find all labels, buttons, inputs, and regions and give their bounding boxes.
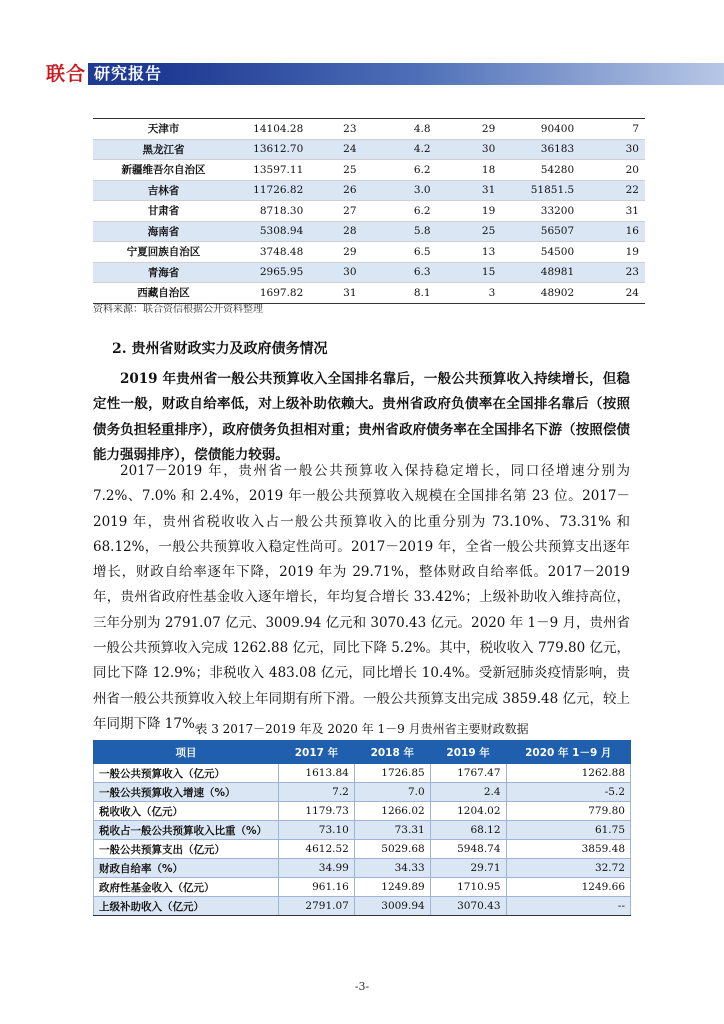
table-cell: 36183 [501, 139, 580, 160]
table-cell: 19 [437, 201, 502, 222]
column-header: 2018 年 [354, 741, 430, 764]
table-cell: 961.16 [279, 878, 355, 897]
table-cell: 1767.47 [430, 764, 506, 783]
table-cell: 11726.82 [234, 180, 309, 201]
column-header: 2017 年 [279, 741, 355, 764]
table-cell: 51851.5 [501, 180, 580, 201]
table-cell: 33200 [501, 201, 580, 222]
province-name: 青海省 [93, 262, 234, 283]
table-cell: 13612.70 [234, 139, 309, 160]
row-label: 财政自给率（%） [94, 859, 279, 878]
table-cell: 29 [437, 119, 502, 140]
table-cell: 24 [309, 139, 362, 160]
table-cell: 5308.94 [234, 221, 309, 242]
table-cell: 5.8 [363, 221, 437, 242]
table-cell: 6.3 [363, 262, 437, 283]
table-row [93, 180, 645, 201]
table-cell: 3748.48 [234, 242, 309, 263]
header-gradient-bar [166, 63, 724, 85]
fiscal-data-table [93, 740, 631, 916]
table-cell: 2965.95 [234, 262, 309, 283]
table-cell: 6.5 [363, 242, 437, 263]
table-row [93, 201, 645, 222]
table-cell: 4612.52 [279, 840, 355, 859]
table-cell: 54500 [501, 242, 580, 263]
province-name: 甘肃省 [93, 201, 234, 222]
table-cell: 90400 [501, 119, 580, 140]
table-row [94, 878, 631, 897]
table-cell: 24 [580, 283, 645, 304]
table-cell: 29 [309, 242, 362, 263]
table-cell: 61.75 [506, 821, 630, 840]
table-row [93, 221, 645, 242]
table-row [94, 783, 631, 802]
table-cell: 56507 [501, 221, 580, 242]
table-cell: 1249.66 [506, 878, 630, 897]
row-label: 政府性基金收入（亿元） [94, 878, 279, 897]
table-row [94, 764, 631, 783]
table-cell: 8718.30 [234, 201, 309, 222]
row-label: 一般公共预算收入增速（%） [94, 783, 279, 802]
table-cell: 1249.89 [354, 878, 430, 897]
table-cell: 1204.02 [430, 802, 506, 821]
table-cell: 1710.95 [430, 878, 506, 897]
table-cell: 6.2 [363, 201, 437, 222]
table-cell: 31 [309, 283, 362, 304]
province-ranking-table [93, 118, 645, 304]
table-cell: 73.10 [279, 821, 355, 840]
table-cell: 1613.84 [279, 764, 355, 783]
table-cell: 2.4 [430, 783, 506, 802]
table-cell: 28 [309, 221, 362, 242]
table-cell: 25 [437, 221, 502, 242]
table-cell: -- [506, 897, 630, 916]
table-cell: 22 [580, 180, 645, 201]
table-row [94, 897, 631, 916]
table-cell: 73.31 [354, 821, 430, 840]
table-cell: 3070.43 [430, 897, 506, 916]
province-name: 黑龙江省 [93, 139, 234, 160]
table-row [94, 821, 631, 840]
column-header: 项目 [94, 741, 279, 764]
table-cell: -5.2 [506, 783, 630, 802]
province-name: 西藏自治区 [93, 283, 234, 304]
table-cell: 30 [580, 139, 645, 160]
table-row [93, 242, 645, 263]
report-header [0, 60, 724, 88]
table-cell: 20 [580, 160, 645, 181]
table-cell: 34.33 [354, 859, 430, 878]
table-cell: 14104.28 [234, 119, 309, 140]
table-cell: 7 [580, 119, 645, 140]
table-cell: 23 [309, 119, 362, 140]
brand-report-label: 研究报告 [88, 63, 170, 85]
row-label: 税收收入（亿元） [94, 802, 279, 821]
table-row [94, 859, 631, 878]
table-cell: 16 [580, 221, 645, 242]
table-cell: 1266.02 [354, 802, 430, 821]
section-title: 2. 贵州省财政实力及政府债务情况 [112, 341, 328, 357]
province-name: 吉林省 [93, 180, 234, 201]
province-name: 宁夏回族自治区 [93, 242, 234, 263]
table-row [93, 160, 645, 181]
table-cell: 3859.48 [506, 840, 630, 859]
table-cell: 2791.07 [279, 897, 355, 916]
page-number: -3- [354, 980, 370, 993]
table-cell: 1262.88 [506, 764, 630, 783]
table-row [93, 119, 645, 140]
table-cell: 7.2 [279, 783, 355, 802]
body-paragraph: 2017－2019 年，贵州省一般公共预算收入保持稳定增长，同口径增速分别为 7.2%、7.0% 和 2.4%，2019 年一般公共预算收入规模在全国排名第 23 位。2017－2019 年，贵州省税收收入占一般公共预算收入的比重分别为 73.10%、73.31% 和 68.12%，一般公共预算收入稳定性尚可。2017－2019 年，全省一般公共预算支出逐年增长，财政自给率逐年下降，2019 年为 29.71%，整体财政自给率低。2017－2019 年，贵州省政府性基金收入逐年增长，年均复合增长 33.42%；上级补助收入维持高位，三年分别为 2791.07 亿元、3009.94 亿元和 3070.43 亿元。2020 年 1－9 月，贵州省一般公共预算收入完成 1262.88 亿元，同比下降 5.2%。其中，税收收入 779.80 亿元，同比下降 12.9%；非税收入 483.08 亿元，同比增长 10.4%。受新冠肺炎疫情影响，贵州省一般公共预算收入较上年同期有所下滑。一般公共预算支出完成 3859.48 亿元，较上年同期下降 17%。 [93, 463, 630, 732]
table-cell: 29.71 [430, 859, 506, 878]
table-cell: 1697.82 [234, 283, 309, 304]
table-cell: 68.12 [430, 821, 506, 840]
table3-caption: 表 3 2017－2019 年及 2020 年 1－9 月贵州省主要财政数据 [195, 722, 529, 736]
table-cell: 5948.74 [430, 840, 506, 859]
table-cell: 6.2 [363, 160, 437, 181]
table-cell: 8.1 [363, 283, 437, 304]
table-cell: 30 [309, 262, 362, 283]
table-cell: 13 [437, 242, 502, 263]
province-name: 海南省 [93, 221, 234, 242]
row-label: 一般公共预算收入（亿元） [94, 764, 279, 783]
table-cell: 779.80 [506, 802, 630, 821]
table-cell: 4.8 [363, 119, 437, 140]
table-cell: 23 [580, 262, 645, 283]
table-cell: 27 [309, 201, 362, 222]
table-cell: 31 [580, 201, 645, 222]
table-row [93, 262, 645, 283]
table-cell: 1726.85 [354, 764, 430, 783]
table-cell: 30 [437, 139, 502, 160]
column-header: 2020 年 1－9 月 [506, 741, 630, 764]
table-cell: 18 [437, 160, 502, 181]
table-cell: 5029.68 [354, 840, 430, 859]
table-row [93, 139, 645, 160]
brand-name: 联合 [46, 63, 87, 85]
table-cell: 7.0 [354, 783, 430, 802]
summary-paragraph: 2019 年贵州省一般公共预算收入全国排名靠后，一般公共预算收入持续增长，但稳定性一般，财政自给率低，对上级补助依赖大。贵州省政府负债率在全国排名靠后（按照债务负担轻重排序），政府债务负担相对重；贵州省政府债务率在全国排名下游（按照偿债能力强弱排序），偿债能力较弱。 [93, 371, 630, 463]
table-cell: 25 [309, 160, 362, 181]
table-cell: 3 [437, 283, 502, 304]
table-cell: 26 [309, 180, 362, 201]
province-name: 新疆维吾尔自治区 [93, 160, 234, 181]
table-row [94, 802, 631, 821]
table-cell: 34.99 [279, 859, 355, 878]
row-label: 一般公共预算支出（亿元） [94, 840, 279, 859]
table-cell: 3.0 [363, 180, 437, 201]
table-cell: 31 [437, 180, 502, 201]
table-source-note: 资料来源：联合资信根据公开资料整理 [93, 304, 263, 315]
table-cell: 15 [437, 262, 502, 283]
table-cell: 3009.94 [354, 897, 430, 916]
table-row [94, 840, 631, 859]
province-name: 天津市 [93, 119, 234, 140]
table-cell: 4.2 [363, 139, 437, 160]
table-cell: 1179.73 [279, 802, 355, 821]
table-cell: 19 [580, 242, 645, 263]
table-cell: 32.72 [506, 859, 630, 878]
row-label: 税收占一般公共预算收入比重（%） [94, 821, 279, 840]
table-cell: 54280 [501, 160, 580, 181]
row-label: 上级补助收入（亿元） [94, 897, 279, 916]
column-header: 2019 年 [430, 741, 506, 764]
table-cell: 48902 [501, 283, 580, 304]
table-cell: 13597.11 [234, 160, 309, 181]
table-cell: 48981 [501, 262, 580, 283]
